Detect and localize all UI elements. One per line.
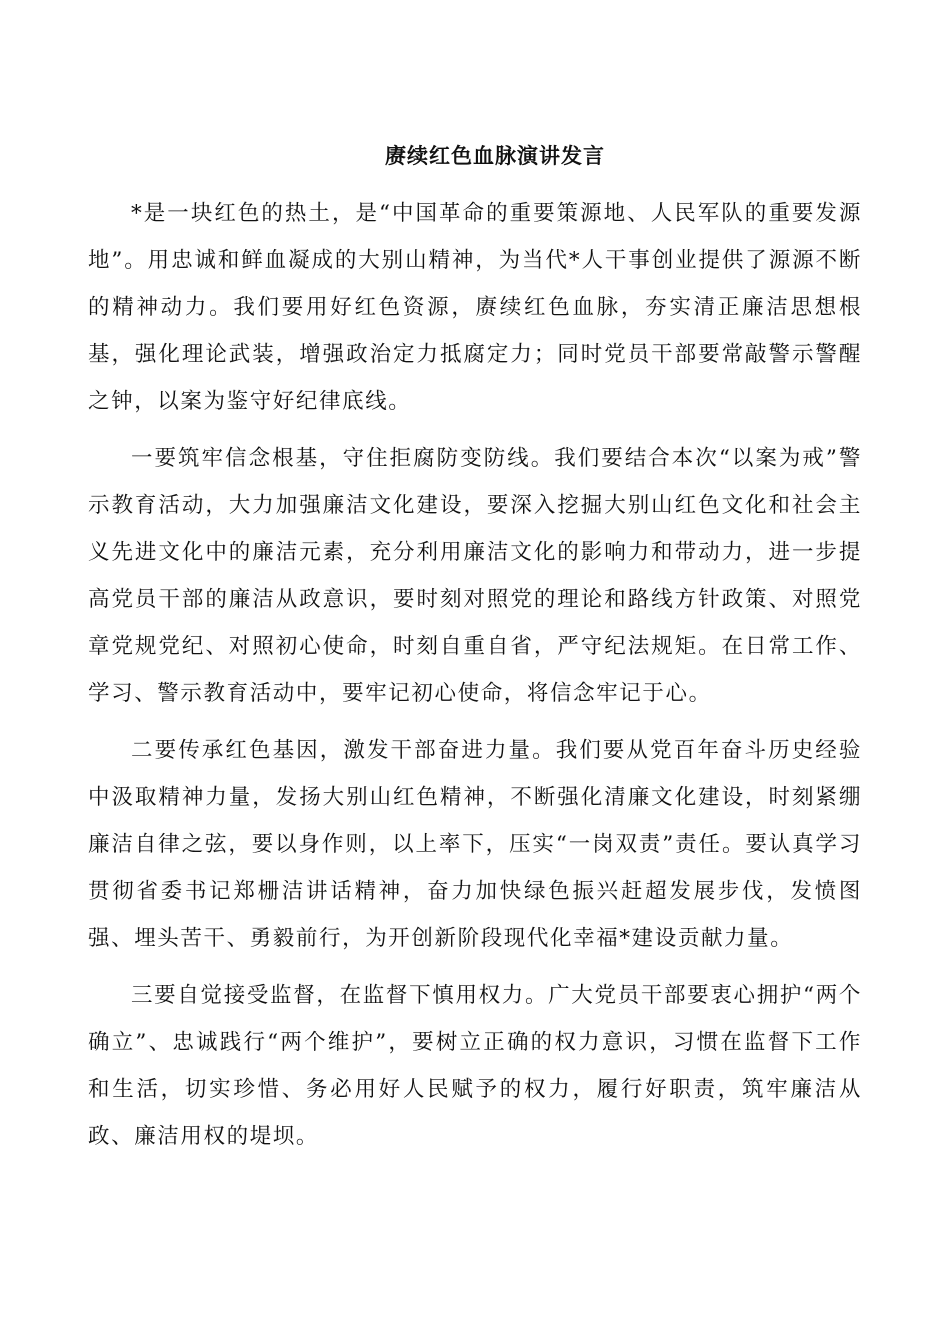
- paragraph-point-one: 一要筑牢信念根基，守住拒腐防变防线。我们要结合本次“以案为戒”警示教育活动，大力加强廉洁文化建设，要深入挖掘大别山红色文化和社会主义先进文化中的廉洁元素，充分利用廉洁文化的影响力和带动力，进一步提高党员干部的廉洁从政意识，要时刻对照党的理论和路线方针政策、对照党章党规党纪、对照初心使命，时刻自重自省，严守纪法规矩。在日常工作、学习、警示教育活动中，要牢记初心使命，将信念牢记于心。: [88, 446, 862, 706]
- paragraph-point-three: 三要自觉接受监督，在监督下慎用权力。广大党员干部要衷心拥护“两个确立”、忠诚践行“两个维护”，要树立正确的权力意识，习惯在监督下工作和生活，切实珍惜、务必用好人民赋予的权力，履行好职责，筑牢廉洁从政、廉洁用权的堤坝。: [88, 983, 862, 1149]
- document-title: 赓续红色血脉演讲发言: [385, 143, 605, 168]
- document-body: [88, 190, 862, 1170]
- paragraph-point-two: 二要传承红色基因，激发干部奋进力量。我们要从党百年奋斗历史经验中汲取精神力量，发扬大别山红色精神，不断强化清廉文化建设，时刻紧绷廉洁自律之弦，要以身作则，以上率下，压实“一岗双责”责任。要认真学习贯彻省委书记郑栅洁讲话精神，奋力加快绿色振兴赶超发展步伐，发愤图强、埋头苦干、勇毅前行，为开创新阶段现代化幸福*建设贡献力量。: [88, 738, 862, 951]
- paragraph-intro: *是一块红色的热土，是“中国革命的重要策源地、人民军队的重要发源地”。用忠诚和鲜血凝成的大别山精神，为当代*人干事创业提供了源源不断的精神动力。我们要用好红色资源，赓续红色血脉，夯实清正廉洁思想根基，强化理论武装，增强政治定力抵腐定力；同时党员干部要常敲警示警醒之钟，以案为鉴守好纪律底线。: [88, 201, 862, 414]
